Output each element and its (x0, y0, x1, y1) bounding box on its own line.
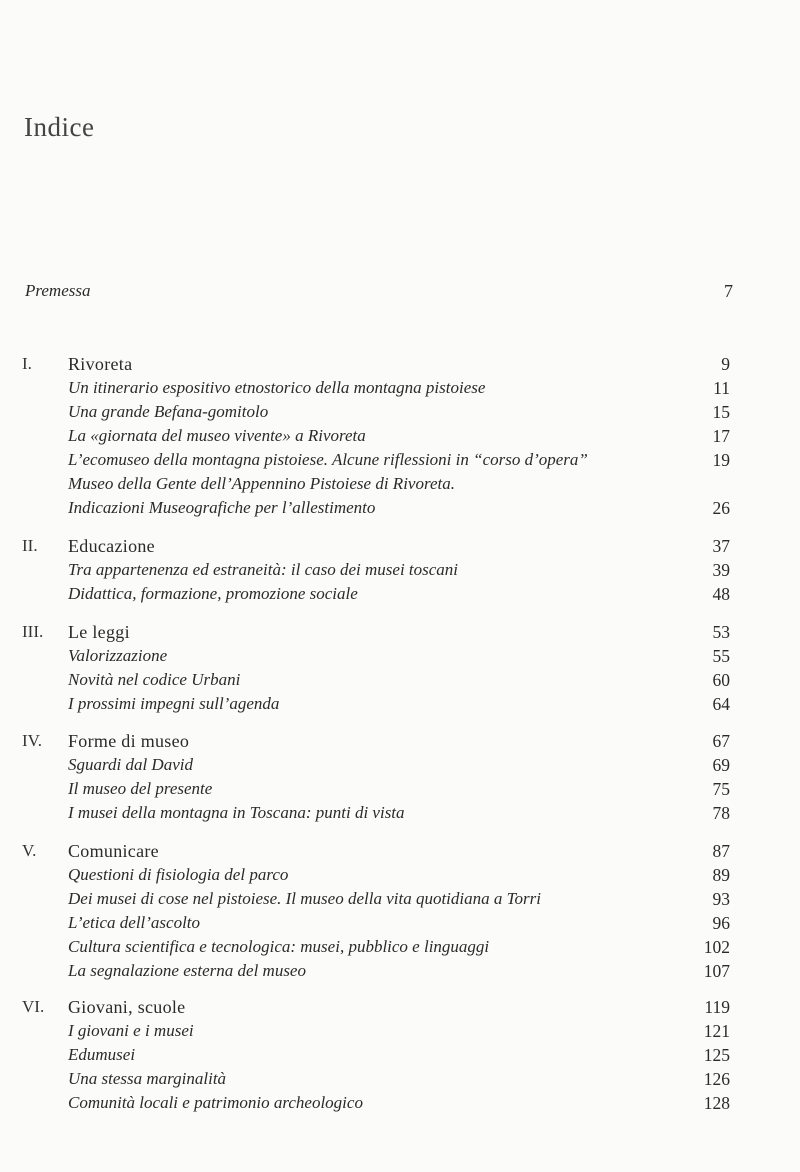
entry-title: Didattica, formazione, promozione sociale (68, 584, 358, 603)
section-number: IV. (22, 731, 42, 750)
section-heading-row (22, 729, 730, 753)
section-page: 67 (712, 731, 730, 751)
toc-entry (22, 753, 730, 777)
toc-entry (22, 692, 730, 716)
section-heading-row (22, 534, 730, 558)
entry-title: Cultura scientifica e tecnologica: musei, pubblico e linguaggi (68, 937, 490, 956)
page-title: Indice (24, 112, 95, 142)
section-heading-row (22, 620, 730, 644)
toc-entry (22, 400, 730, 424)
premessa-page: 7 (724, 281, 733, 301)
section-number: V. (22, 841, 37, 860)
entry-title: Il museo del presente (68, 779, 213, 798)
premessa-label: Premessa (25, 281, 91, 300)
entry-page: 64 (712, 694, 730, 714)
toc-entry (22, 424, 730, 448)
entry-title: Edumusei (68, 1045, 136, 1064)
entry-page: 126 (703, 1069, 730, 1089)
entry-title: Questioni di fisiologia del parco (68, 865, 289, 884)
toc-entry (22, 777, 730, 801)
entry-title: Una grande Befana-gomitolo (68, 402, 269, 421)
entry-title: L’etica dell’ascolto (68, 913, 201, 932)
section-title: Comunicare (68, 841, 159, 861)
entry-page: 107 (703, 961, 730, 981)
toc-entry (22, 887, 730, 911)
entry-page: 78 (712, 803, 730, 823)
toc-section (22, 534, 730, 606)
section-heading-row (22, 352, 730, 376)
toc-entry (22, 1067, 730, 1091)
entry-page: 89 (712, 865, 730, 885)
entry-title: L’ecomuseo della montagna pistoiese. Alcune riflessioni in “corso d’opera” (68, 450, 588, 469)
entry-title: Valorizzazione (68, 646, 168, 665)
toc-entry (22, 644, 730, 668)
toc-section (22, 839, 730, 983)
entry-page: 55 (712, 646, 730, 666)
entry-title: I musei della montagna in Toscana: punti di vista (68, 803, 405, 822)
entry-title: Comunità locali e patrimonio archeologico (68, 1093, 363, 1112)
toc-entry (22, 863, 730, 887)
entry-page: 96 (712, 913, 730, 933)
entry-page: 48 (712, 584, 730, 604)
entry-page: 19 (712, 450, 730, 470)
toc-entry (22, 959, 730, 983)
toc-section (22, 729, 730, 825)
section-number: III. (22, 622, 44, 641)
toc-entry (22, 558, 730, 582)
section-heading-row (22, 995, 730, 1019)
toc-entry (22, 496, 730, 520)
toc-entry (22, 472, 730, 496)
toc-entry (22, 448, 730, 472)
entry-title: Novità nel codice Urbani (68, 670, 241, 689)
toc-entry (22, 1043, 730, 1067)
entry-page: 69 (712, 755, 730, 775)
entry-page: 102 (703, 937, 730, 957)
toc-entry (22, 935, 730, 959)
section-page: 87 (712, 841, 730, 861)
premessa-row (25, 281, 733, 305)
toc-section (22, 995, 730, 1115)
section-page: 9 (721, 354, 730, 374)
section-title: Rivoreta (68, 354, 133, 374)
entry-title: Dei musei di cose nel pistoiese. Il museo della vita quotidiana a Torri (68, 889, 541, 908)
entry-title: Museo della Gente dell’Appennino Pistoiese di Rivoreta. (68, 474, 455, 493)
entry-title: Sguardi dal David (68, 755, 193, 774)
section-page: 37 (712, 536, 730, 556)
section-title: Giovani, scuole (68, 997, 186, 1017)
section-page: 53 (712, 622, 730, 642)
section-number: I. (22, 354, 32, 373)
entry-title: I prossimi impegni sull’agenda (68, 694, 280, 713)
section-number: II. (22, 536, 38, 555)
toc-section (22, 352, 730, 520)
toc-entry (22, 582, 730, 606)
entry-title: I giovani e i musei (68, 1021, 194, 1040)
section-heading-row (22, 839, 730, 863)
toc-entry (22, 1091, 730, 1115)
entry-page: 26 (712, 498, 730, 518)
toc-entry (22, 801, 730, 825)
entry-title: Indicazioni Museografiche per l’allestimento (68, 498, 376, 517)
entry-page: 15 (712, 402, 730, 422)
toc-entry (22, 668, 730, 692)
entry-title: Tra appartenenza ed estraneità: il caso dei musei toscani (68, 560, 459, 579)
section-title: Forme di museo (68, 731, 190, 751)
section-page: 119 (704, 997, 730, 1017)
entry-page: 17 (712, 426, 730, 446)
toc-entry (22, 1019, 730, 1043)
toc-entry (22, 911, 730, 935)
entry-page: 128 (703, 1093, 730, 1113)
section-number: VI. (22, 997, 45, 1016)
entry-title: La segnalazione esterna del museo (68, 961, 306, 980)
toc-section (22, 620, 730, 716)
entry-page: 75 (712, 779, 730, 799)
entry-title: Una stessa marginalità (68, 1069, 227, 1088)
entry-page: 60 (712, 670, 730, 690)
entry-title: La «giornata del museo vivente» a Rivoreta (68, 426, 366, 445)
entry-page: 125 (703, 1045, 730, 1065)
section-title: Le leggi (68, 622, 130, 642)
entry-page: 39 (712, 560, 730, 580)
toc-entry (22, 376, 730, 400)
entry-page: 11 (713, 378, 730, 398)
entry-page: 93 (712, 889, 730, 909)
entry-page: 121 (703, 1021, 730, 1041)
section-title: Educazione (68, 536, 155, 556)
entry-title: Un itinerario espositivo etnostorico della montagna pistoiese (68, 378, 486, 397)
